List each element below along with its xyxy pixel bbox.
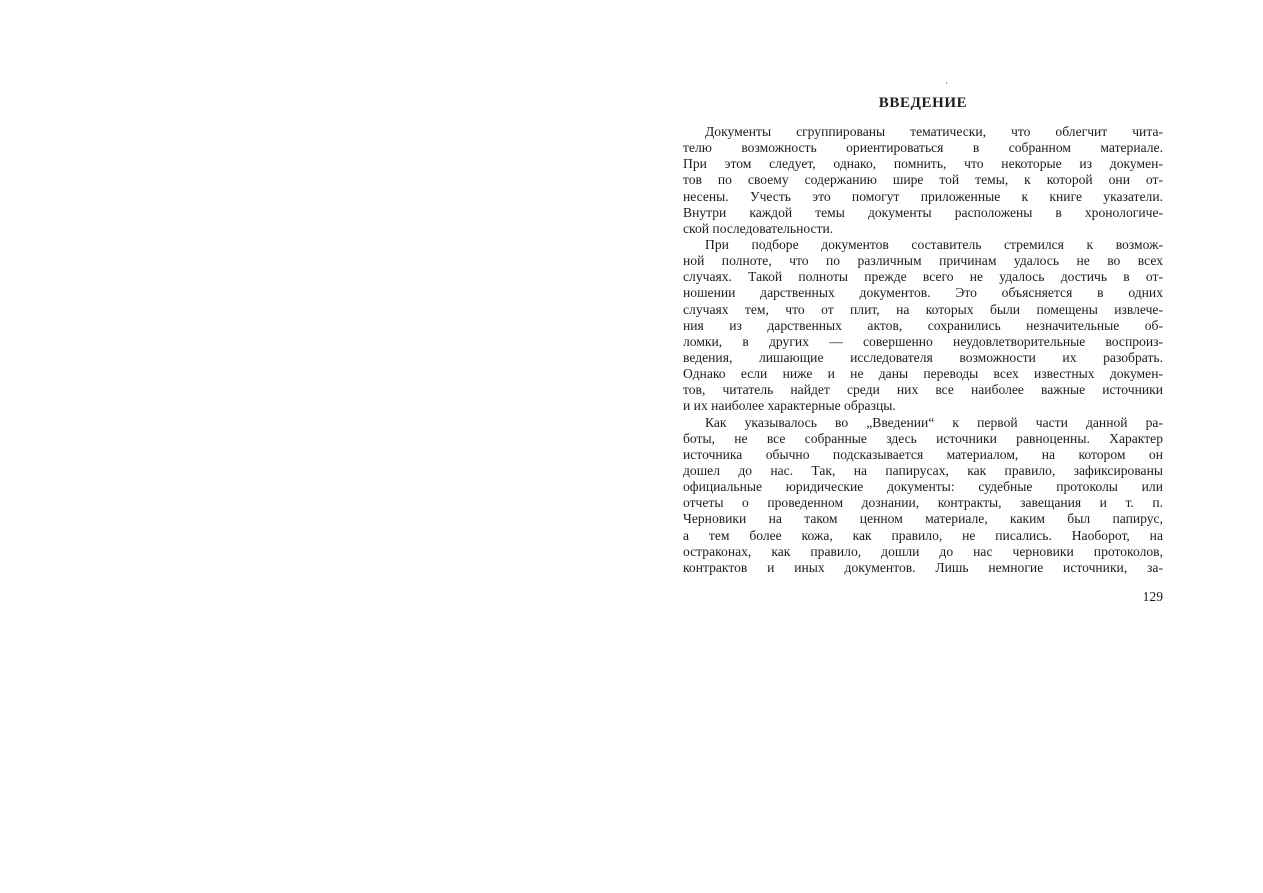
text-line: дошел до нас. Так, на папирусах, как правило, зафиксированы xyxy=(683,462,1163,478)
text-line: несены. Учесть это помогут приложенные к книге указатели. xyxy=(683,188,1163,204)
text-line: боты, не все собранные здесь источники равноценны. Характер xyxy=(683,430,1163,446)
text-line: случаях тем, что от плит, на которых были помещены извлече- xyxy=(683,301,1163,317)
text-line: ведения, лишающие исследователя возможности их разобрать. xyxy=(683,349,1163,365)
text-line: При этом следует, однако, помнить, что некоторые из докумен- xyxy=(683,156,1163,172)
text-line: Черновики на таком ценном материале, каким был папирус, xyxy=(683,511,1163,527)
text-line: источника обычно подсказывается материалом, на котором он xyxy=(683,446,1163,462)
text-line: тов, читатель найдет среди них все наиболее важные источники xyxy=(683,382,1163,398)
text-line: тов по своему содержанию шире той темы, к которой они от- xyxy=(683,172,1163,188)
chapter-heading: ВВЕДЕНИЕ xyxy=(878,95,968,111)
text-line: официальные юридические документы: судебные протоколы или xyxy=(683,479,1163,495)
text-line: ской последовательности. xyxy=(683,220,834,236)
text-line: Документы сгруппированы тематически, что облегчит чита- xyxy=(705,124,1163,139)
text-line: случаях. Такой полноты прежде всего не удалось достичь в от- xyxy=(683,269,1163,285)
text-line: телю возможность ориентироваться в собранном материале. xyxy=(683,140,1163,156)
text-line: ной полноте, что по различным причинам удалось не во всех xyxy=(683,253,1163,269)
text-line: При подборе документов составитель стремился к возмож- xyxy=(705,236,1163,252)
scan-speck xyxy=(946,82,947,84)
text-line: а тем более кожа, как правило, не писались. Наоборот, на xyxy=(683,527,1163,543)
body-text xyxy=(683,124,1163,576)
text-line: остраконах, как правило, дошли до нас черновики протоколов, xyxy=(683,543,1163,559)
text-line: отчеты о проведенном дознании, контракты, завещания и т. п. xyxy=(683,495,1163,511)
text-line: ния из дарственных актов, сохранились незначительные об- xyxy=(683,317,1163,333)
text-line: ношении дарственных документов. Это объясняется в одних xyxy=(683,285,1163,301)
text-line: и их наиболее характерные образцы. xyxy=(683,398,896,414)
text-line: Однако если ниже и не даны переводы всех известных докумен- xyxy=(683,366,1163,382)
text-line: контрактов и иных документов. Лишь немногие источники, за- xyxy=(683,559,1163,575)
text-line: ломки, в других — совершенно неудовлетворительные воспроиз- xyxy=(683,333,1163,349)
text-line: Внутри каждой темы документы расположены в хронологиче- xyxy=(683,204,1163,220)
blank-left-page xyxy=(0,0,631,893)
page-number: 129 xyxy=(1142,589,1163,604)
text-line: Как указывалось во „Введении“ к первой части данной ра- xyxy=(705,414,1163,430)
